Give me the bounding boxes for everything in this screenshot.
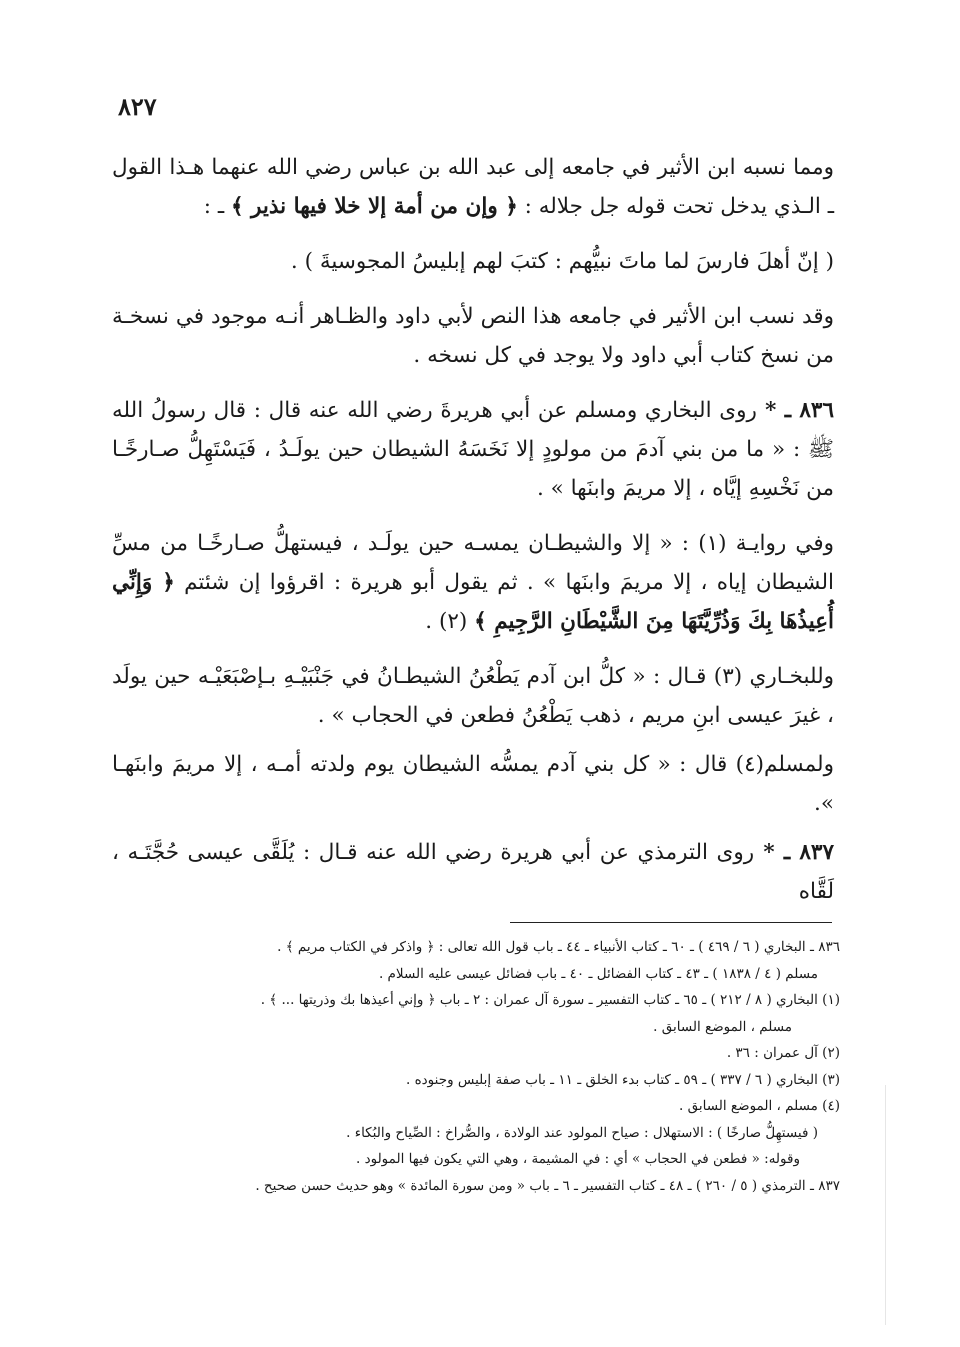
hadith-text: روى البخاري ومسلم عن أبي هريرةَ رضي الله عنه قال : قال رسولُ الله ﷺ : « ما من بني آدمَ من مولودٍ إلا نَخَسَهُ الشيطان حين يولَـدُ ، فَيَسْتَهِلُّ صـارخًـا من نَخْسِهِ إيَّاه ، إلا مريمَ وابنَها » . (112, 398, 834, 501)
footnote-line: (٣) البخاري ( ٦ / ٣٣٧ ) ـ ٥٩ ـ كتاب بدء الخلق ـ ١١ ـ باب صفة إبليس وجنوده . (406, 1071, 840, 1088)
text: وفي روايـة (726, 531, 834, 556)
main-text (112, 148, 834, 927)
quran-verse: ﴿ وإن من أمة إلا خلا فيها نذير ﴾ (230, 194, 518, 219)
footnote-line: مسلم ، الموضع السابق . (653, 1018, 792, 1035)
text: قـال : « كلُّ ابن آدم يَطْعُنُ الشيطـانُ في جَنْبَيْـهِ بـإصْبَعَيْـه حين يولَد ، غيرَ عيسى ابنِ مريم ، ذهب يَطْعُنُ فطعن في الحجاب » . (112, 664, 834, 728)
quran-verse: ﴿ وَإِنِّي أُعِيذُهَا بِكَ وَذُرِّيَّتَهَا مِنَ الشَّيْطَانِ الرَّجِيمِ ﴾ (112, 570, 834, 634)
text: : « إلا والشيطـان يمسـه حين يولَـد ، فيستهلُّ صـارخًـا من مسِّ الشيطان إياه ، إلا مريمَ وابنَها » . ثم يقول أبو هريرة : اقرؤوا إن شئتم (112, 531, 835, 595)
footnote-line: ٨٣٦ ـ البخاري ( ٦ / ٤٦٩ ) ـ ٦٠ ـ كتاب الأنبياء ـ ٤٤ ـ باب قول الله تعالى : ﴿ واذكر في الكتاب مريم ﴾ . (277, 939, 840, 955)
footnote-line: مسلم ( ٤ / ١٨٣٨ ) ـ ٤٣ ـ كتاب الفضائل ـ ٤٠ ـ باب فضائل عيسى عليه السلام . (378, 965, 818, 982)
paragraph-quote-persians: ( إنّ أهلَ فارسَ لما ماتَ نبيُّهم : كتبَ لهم إبليسُ المجوسيةَ ) . (290, 249, 834, 274)
footnote-line: ( فيستهِلُّ صارخًا ) : الاستهلال : صياح المولود عند الولادة ، والصُّراخ : الصِّياح والبُكاء . (346, 1124, 818, 1141)
footnote-line: (٢) آل عمران : ٣٦ . (726, 1045, 840, 1061)
footnote-ref: (٢) (438, 609, 475, 634)
paragraph-bukhari-narration (112, 657, 834, 735)
text: ـ : (203, 194, 231, 219)
hadith-number: ٨٣٦ ـ * (756, 398, 834, 423)
footnote-ref: (١) (698, 531, 727, 556)
footnote-ref: (٤) (735, 752, 765, 777)
hadith-836 (112, 391, 834, 508)
footnote-divider (510, 922, 832, 923)
footnote-ref: (٣) (713, 664, 743, 689)
footnote-line: (٤) مسلم ، الموضع السابق . (679, 1098, 840, 1114)
footnote-line: ٨٣٧ ـ الترمذي ( ٥ / ٢٦٠ ) ـ ٤٨ ـ كتاب التفسير ـ ٦ ـ باب « ومن سورة المائدة » وهو حديث حسن صحيح . (255, 1177, 840, 1194)
paragraph-muslim-narration (112, 745, 834, 823)
text: وللبخـاري (742, 664, 835, 689)
paragraph-narration-variant (112, 524, 834, 641)
hadith-837 (112, 833, 834, 911)
hadith-text: روى الترمذي عن أبي هريرة رضي الله عنه قـال : يُلَقَّى عيسى حُجَّتَـه ، لَقَّاه (112, 840, 834, 904)
text: قال : « كل بني آدم يمسُّه الشيطان يوم ولدته أمـه ، إلا مريمَ وابنَهـا ». (112, 752, 834, 816)
hadith-number: ٨٣٧ ـ * (754, 840, 834, 865)
page-edge-shadow (885, 1085, 886, 1325)
paragraph-abu-dawud-note: وقد نسب ابن الأثير في جامعه هذا النص لأبي داود والظـاهر أنـه موجود في نسخـة من نسخ كتاب أبي داود ولا يوجد في كل نسخه . (112, 304, 834, 368)
page-number: ٨٢٧ (118, 92, 157, 121)
text: ومما نسبه ابن الأثير في جامعه إلى عبد الله بن عباس رضي الله عنهما هـذا القول ـ الـذي يدخل تحت قوله جل جلاله : (112, 155, 834, 219)
text: ولمسلم (764, 752, 834, 777)
paragraph-ibn-athir-attribution (112, 148, 834, 226)
footnotes (150, 934, 840, 1199)
footnote-line: (١) البخاري ( ٨ / ٢١٢ ) ـ ٦٥ ـ كتاب التفسير ـ سورة آل عمران : ٢ ـ باب ﴿ وإني أعيذها بك وذريتها ... ﴾ . (260, 992, 840, 1008)
footnote-line: وقوله: « فطعن في الحجاب » أي : في المشيمة ، وهي التي يكون فيها المولود . (356, 1151, 800, 1167)
text: . (425, 609, 439, 634)
